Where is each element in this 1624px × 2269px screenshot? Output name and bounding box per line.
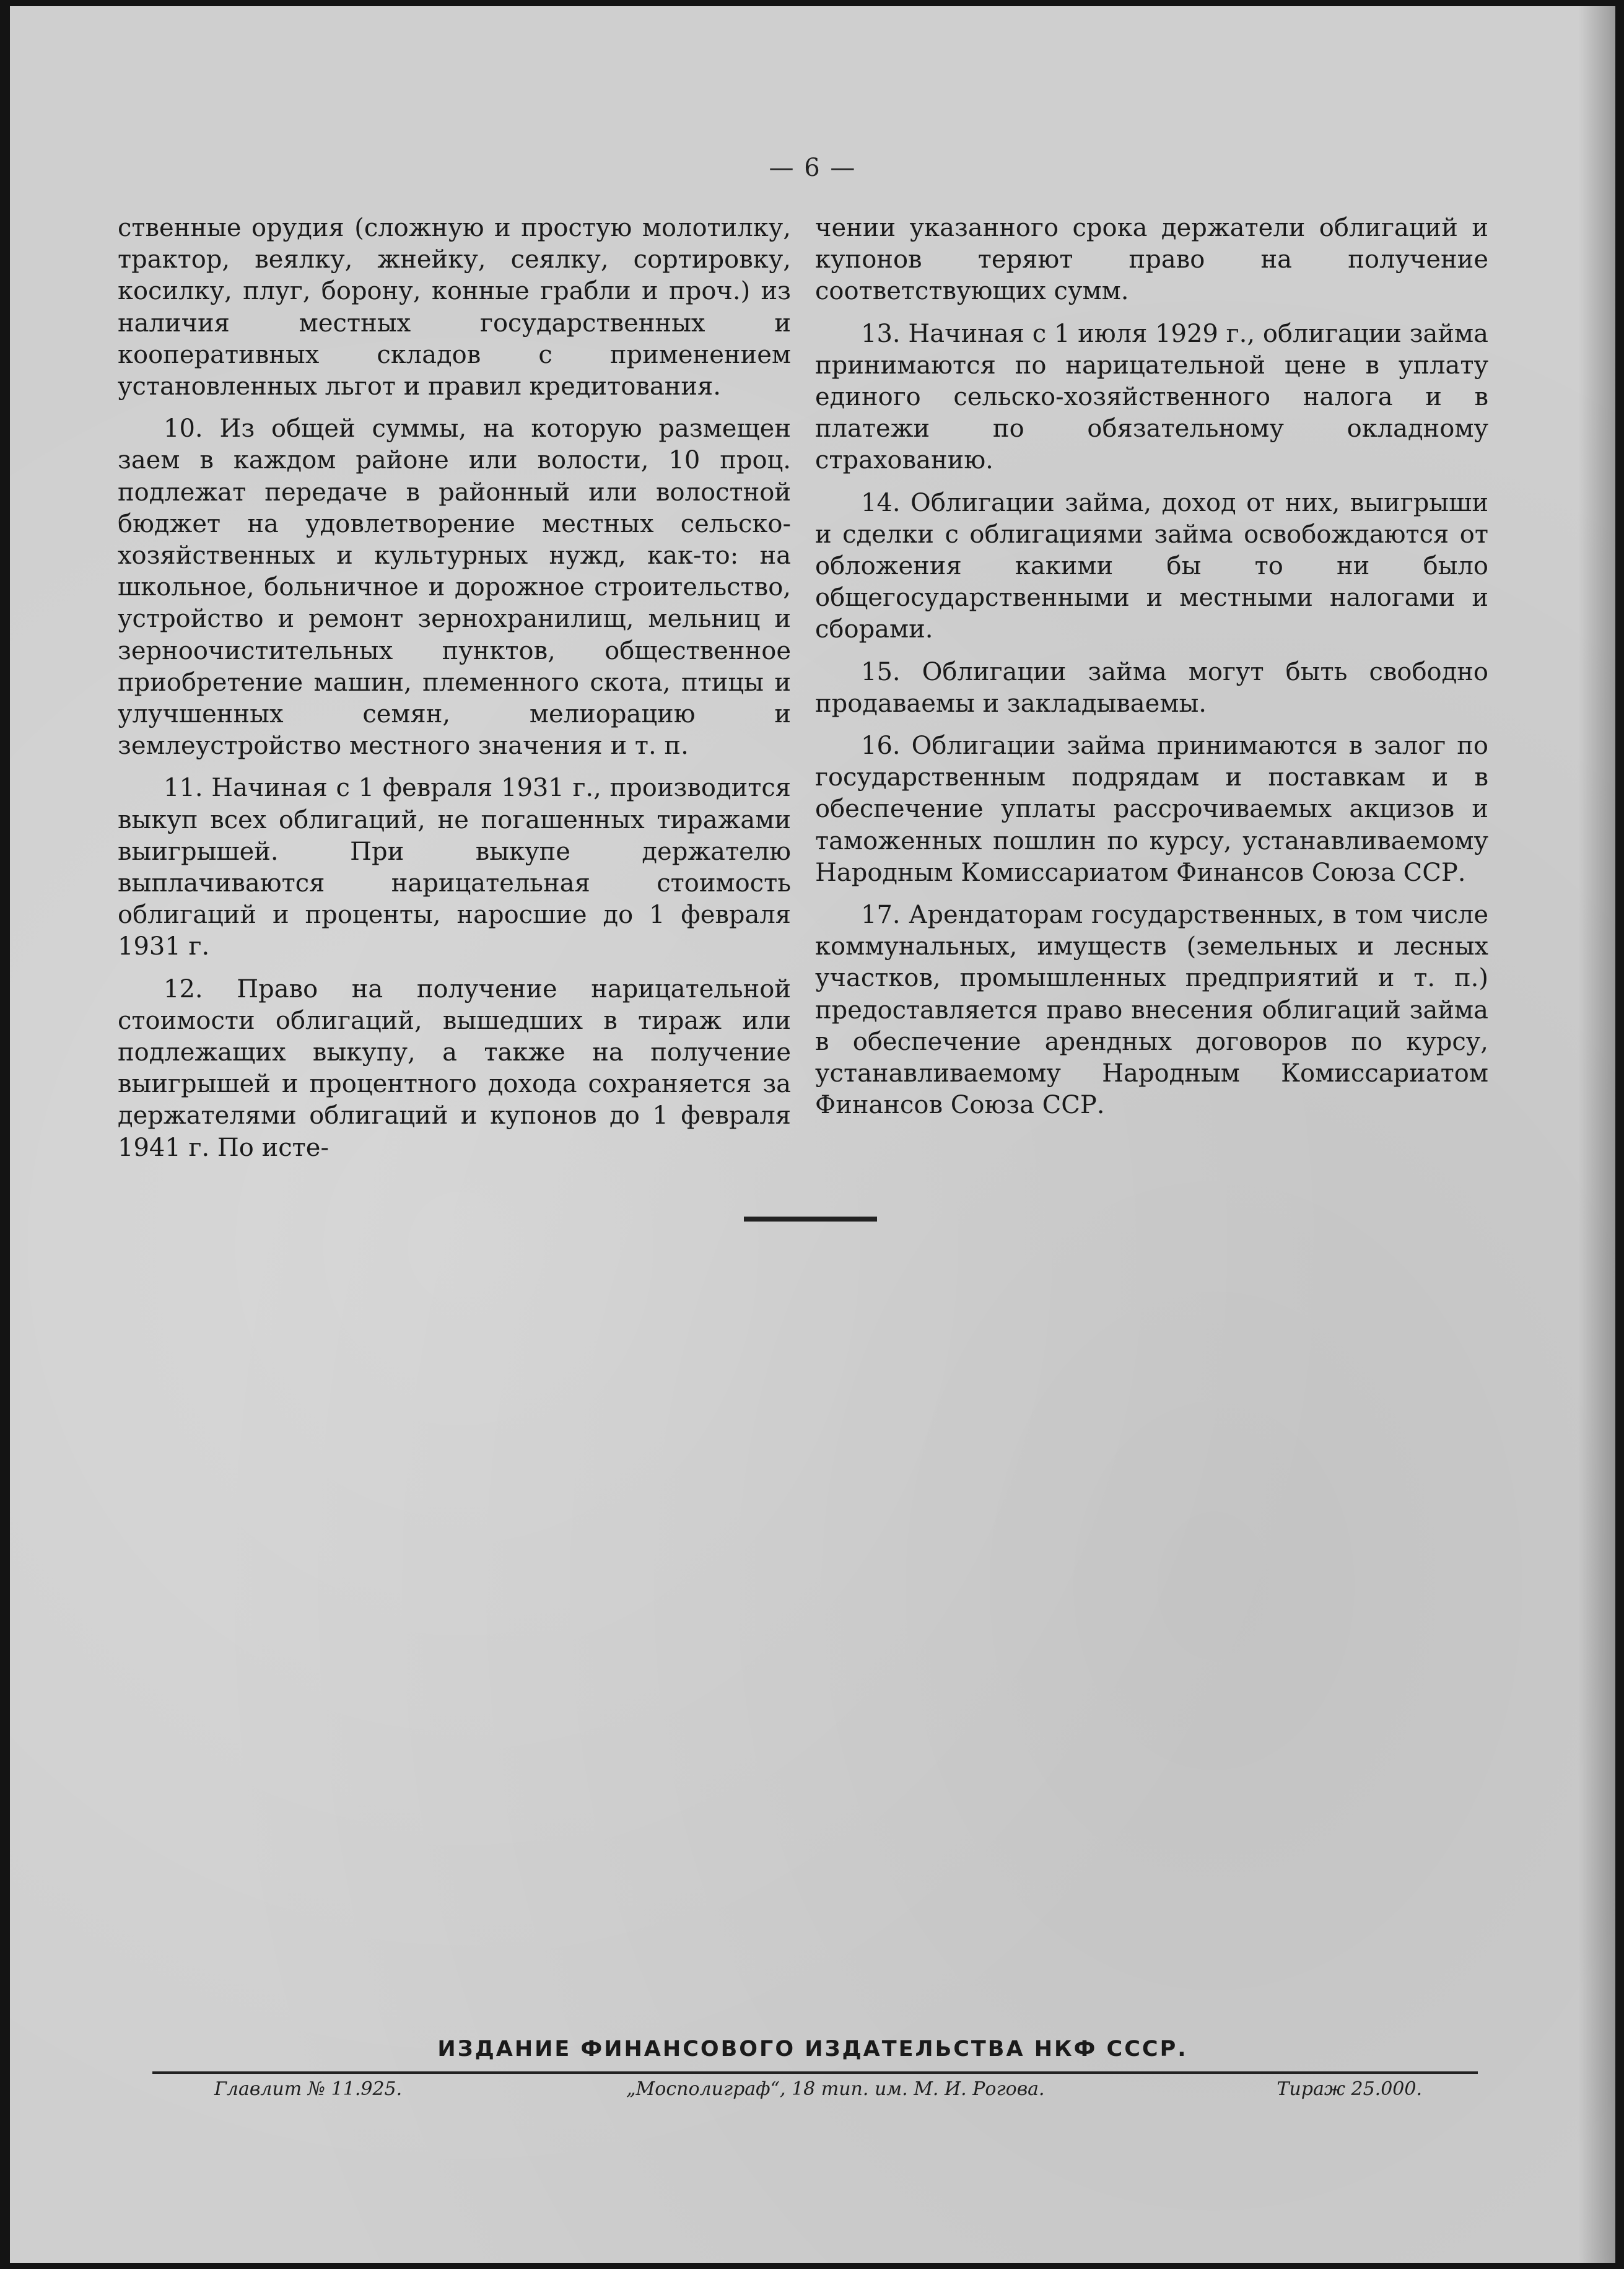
section-divider: [744, 1217, 877, 1222]
paragraph: 12. Право на получение нарицательной стоимости облигаций, вышедших в тираж или подлежащих выкупу, а также на получение выигрышей и процентного дохода сохраняется за держателями облигаций и купонов до 1 февраля 1941 г. По исте-: [118, 974, 791, 1162]
paragraph: 16. Облигации займа принимаются в залог по государственным подрядам и поставкам и в обеспечение уплаты рассрочиваемых акцизов и таможенных пошлин по курсу, устанавливаемому Народным Комиссариатом Финансов Союза ССР.: [815, 732, 1488, 887]
paragraph: 15. Облигации займа могут быть свободно продаваемы и закладываемы.: [815, 657, 1488, 718]
paragraph: ственные орудия (сложную и простую молотилку, трактор, веялку, жнейку, сеялку, сортировку, косилку, плуг, борону, конные грабли и проч.) из наличия местных государственных и кооперативных складов с применением установленных льгот и правил кредитования.: [118, 214, 791, 401]
footer-divider: [152, 2071, 1478, 2074]
glavlit-number: Главлит № 11.925.: [214, 2078, 403, 2100]
publisher-imprint: ИЗДАНИЕ ФИНАНСОВОГО ИЗДАТЕЛЬСТВА НКФ СССР.: [437, 2037, 1188, 2061]
printer-info: „Мосполиграф“, 18 тип. им. М. И. Рогова.: [626, 2078, 1045, 2100]
page-number: — 6 —: [769, 154, 857, 182]
document-page: [10, 6, 1615, 2263]
paragraph: чении указанного срока держатели облигаций и купонов теряют право на получение соответствующих сумм.: [815, 214, 1488, 306]
paragraph: 17. Арендаторам государственных, в том числе коммунальных, имуществ (земельных и лесных участков, промышленных предприятий и т. п.) предоставляется право внесения облигаций займа в обеспечение арендных договоров по курсу, устанавливаемому Народным Комиссариатом Финансов Союза ССР.: [815, 901, 1488, 1120]
paragraph: 13. Начиная с 1 июля 1929 г., облигации займа принимаются по нарицательной цене в уплату единого сельско-хозяйственного налога и в платежи по обязательному окладному страхованию.: [815, 319, 1488, 475]
print-run: Тираж 25.000.: [1277, 2078, 1422, 2100]
left-column: [118, 212, 791, 1174]
footer: [214, 2078, 1422, 2109]
paragraph: 11. Начиная с 1 февраля 1931 г., производится выкуп всех облигаций, не погашенных тиражами выигрышей. При выкупе держателю выплачиваются нарицательная стоимость облигаций и проценты, наросшие до 1 февраля 1931 г.: [118, 774, 791, 961]
paragraph: 14. Облигации займа, доход от них, выигрыши и сделки с облигациями займа освобождаются от обложения какими бы то ни было общегосударственными и местными налогами и сборами.: [815, 488, 1488, 644]
paragraph: 10. Из общей суммы, на которую размещен заем в каждом районе или волости, 10 проц. подлежат передаче в районный или волостной бюджет на удовлетворение местных сельско-хозяйственных и культурных нужд, как-то: на школьное, больничное и дорожное строительство, устройство и ремонт зернохранилищ, мельниц и зерноочистительных пунктов, общественное приобретение машин, племенного скота, птицы и улучшенных семян, мелиорацию и землеустройство местного значения и т. п.: [118, 414, 791, 761]
right-column: [815, 212, 1488, 1132]
